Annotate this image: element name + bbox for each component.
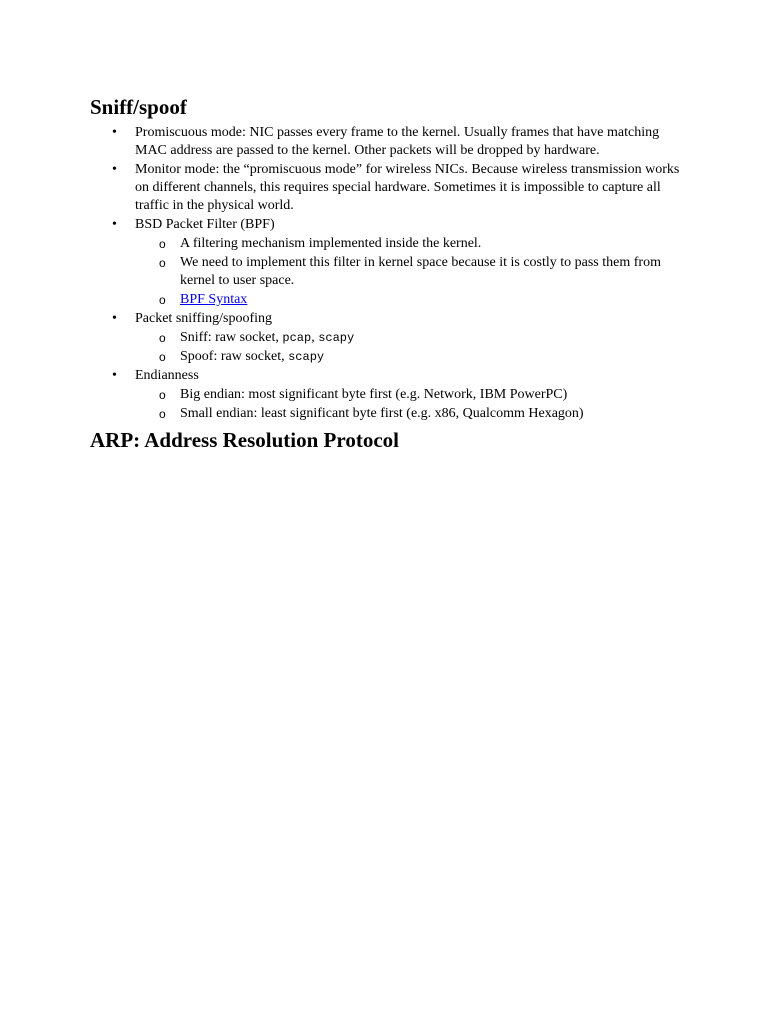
bullet-icon: • [112,162,117,177]
sniff-bullet-list [90,124,680,423]
code-pcap: pcap [282,331,312,345]
code-scapy: scapy [288,350,325,364]
sub-item-big-endian [135,386,680,404]
sub-item-filtering-mechanism [135,235,680,253]
circle-bullet-icon: o [159,256,166,270]
section-title-sniff-spoof: Sniff/spoof [90,95,187,119]
sub-item-text: A filtering mechanism implemented inside the kernel. [180,236,482,251]
sub-item-small-endian [135,405,680,423]
list-item-text: Promiscuous mode: NIC passes every frame to the kernel. Usually frames that have matching MAC address are passed to the kernel. Other packets will be dropped by hardware. [135,125,660,158]
sub-item-text: Small endian: least significant byte first (e.g. x86, Qualcomm Hexagon) [180,406,584,421]
circle-bullet-icon: o [159,350,166,364]
packet-sub-list [135,329,680,366]
sub-item-text: Sniff: raw socket, [180,330,283,345]
sub-item-bpf-syntax [135,291,680,309]
list-item-text: BSD Packet Filter (BPF) [135,217,275,232]
circle-bullet-icon: o [159,293,166,307]
list-item-promiscuous-mode [90,124,680,160]
endian-sub-list [135,386,680,423]
circle-bullet-icon: o [159,388,166,402]
bullet-icon: • [112,217,117,232]
section-title-arp: ARP: Address Resolution Protocol [90,428,399,452]
list-item-endianness [90,367,680,423]
list-item-packet-sniffing-spoofing [90,310,680,366]
list-item-text: Monitor mode: the “promiscuous mode” for wireless NICs. Because wireless transmission works on different channels, this requires special hardware. Sometimes it is impossible to capture all traffic in the physical world. [135,162,680,213]
sub-item-kernel-space [135,254,680,290]
list-item-text: Packet sniffing/spoofing [135,311,273,326]
code-scapy: scapy [318,331,355,345]
list-item-bpf [90,216,680,309]
document-page [90,94,680,457]
sub-item-spoof [135,348,680,366]
list-item-monitor-mode [90,161,680,215]
bpf-sub-list [135,235,680,309]
circle-bullet-icon: o [159,331,166,345]
circle-bullet-icon: o [159,237,166,251]
sub-item-text: Big endian: most significant byte first (e.g. Network, IBM PowerPC) [180,387,568,402]
separator-text: , [311,330,319,345]
bpf-syntax-link[interactable]: BPF Syntax [180,292,248,307]
sub-item-sniff [135,329,680,347]
bullet-icon: • [112,368,117,383]
bullet-icon: • [112,125,117,140]
bullet-icon: • [112,311,117,326]
sub-item-text: Spoof: raw socket, [180,349,289,364]
sub-item-text: We need to implement this filter in kernel space because it is costly to pass them from kernel to user space. [180,255,661,288]
circle-bullet-icon: o [159,407,166,421]
list-item-text: Endianness [135,368,199,383]
